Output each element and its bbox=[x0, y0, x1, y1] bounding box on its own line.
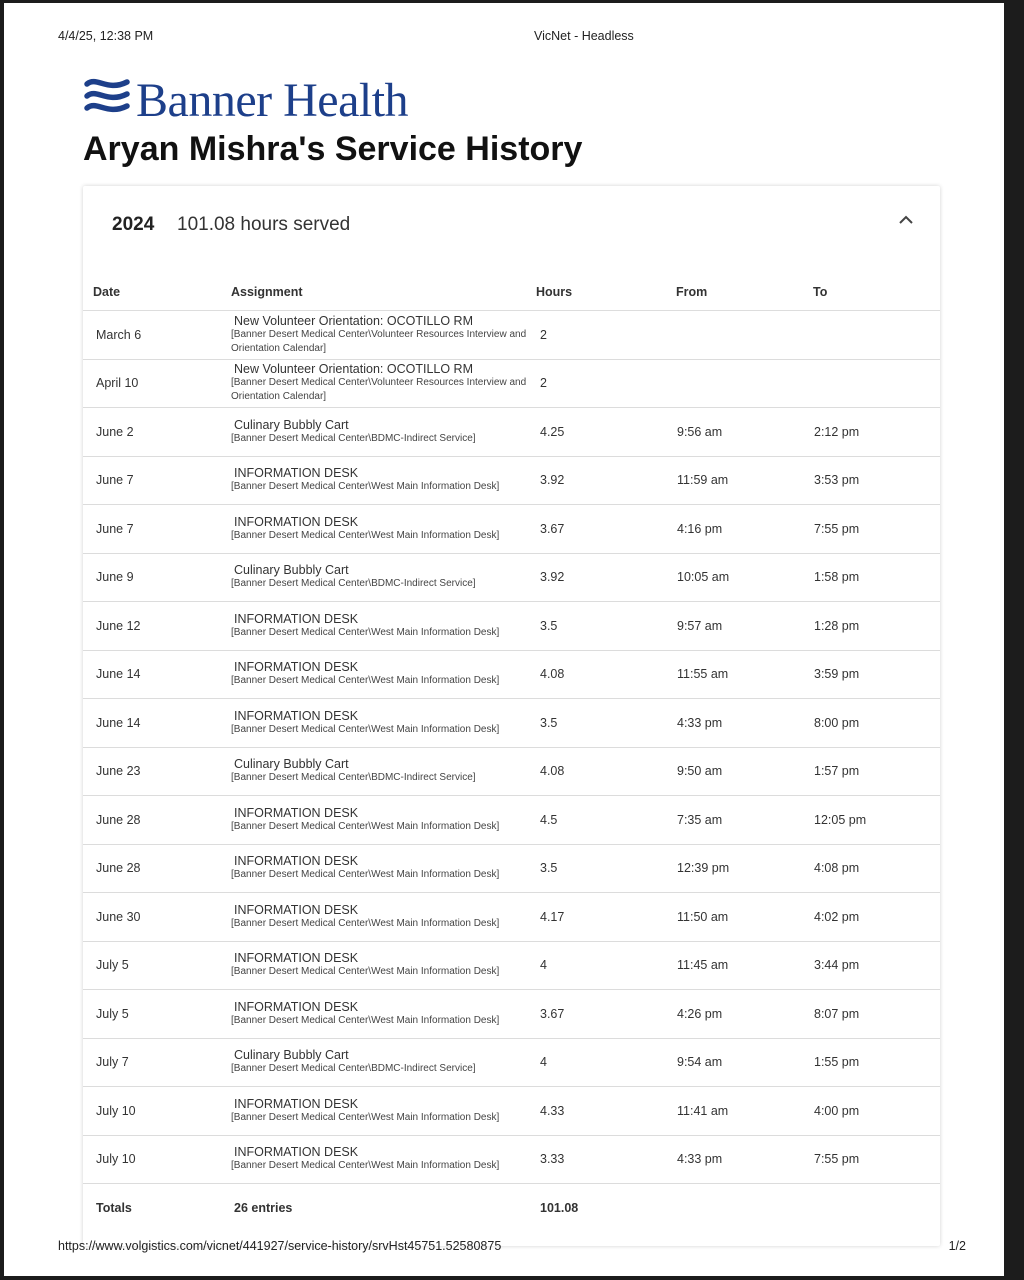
service-history-table bbox=[83, 274, 940, 1232]
assignment-location: [Banner Desert Medical Center\West Main Information Desk] bbox=[231, 723, 500, 735]
table-row bbox=[83, 990, 940, 1039]
row-hours: 4.25 bbox=[536, 408, 676, 457]
row-from: 4:33 pm bbox=[676, 1135, 813, 1184]
row-assignment bbox=[231, 893, 536, 942]
totals-entries: 26 entries bbox=[234, 1201, 293, 1215]
row-from: 4:33 pm bbox=[676, 699, 813, 748]
row-hours: 2 bbox=[536, 359, 676, 408]
row-to: 1:28 pm bbox=[813, 602, 940, 651]
col-header-from: From bbox=[676, 274, 813, 311]
assignment-name: INFORMATION DESK bbox=[234, 805, 359, 820]
assignment-name: Culinary Bubbly Cart bbox=[234, 1048, 349, 1063]
row-date: April 10 bbox=[83, 359, 231, 408]
row-date: June 28 bbox=[83, 844, 231, 893]
row-assignment bbox=[231, 650, 536, 699]
col-header-to: To bbox=[813, 274, 940, 311]
table-row bbox=[83, 311, 940, 360]
table-row bbox=[83, 650, 940, 699]
page-title: Aryan Mishra's Service History bbox=[83, 130, 583, 168]
assignment-name: INFORMATION DESK bbox=[234, 902, 359, 917]
row-to: 4:02 pm bbox=[813, 893, 940, 942]
row-to: 4:08 pm bbox=[813, 844, 940, 893]
row-assignment bbox=[231, 408, 536, 457]
row-assignment bbox=[231, 1038, 536, 1087]
row-hours: 3.5 bbox=[536, 602, 676, 651]
row-to: 2:12 pm bbox=[813, 408, 940, 457]
row-date: June 7 bbox=[83, 505, 231, 554]
table-row bbox=[83, 553, 940, 602]
totals-label: Totals bbox=[96, 1201, 132, 1215]
row-to bbox=[813, 359, 940, 408]
row-from: 11:55 am bbox=[676, 650, 813, 699]
assignment-location: [Banner Desert Medical Center\West Main Information Desk] bbox=[231, 869, 500, 881]
col-header-hours: Hours bbox=[536, 274, 676, 311]
row-hours: 4.33 bbox=[536, 1087, 676, 1136]
row-from: 9:54 am bbox=[676, 1038, 813, 1087]
assignment-name: New Volunteer Orientation: OCOTILLO RM bbox=[234, 313, 473, 328]
table-row bbox=[83, 699, 940, 748]
table-row bbox=[83, 456, 940, 505]
table-row bbox=[83, 602, 940, 651]
assignment-name: INFORMATION DESK bbox=[234, 660, 359, 675]
print-title: VicNet - Headless bbox=[534, 29, 634, 43]
row-assignment bbox=[231, 747, 536, 796]
assignment-name: INFORMATION DESK bbox=[234, 466, 359, 481]
row-hours: 4.08 bbox=[536, 747, 676, 796]
row-date: July 7 bbox=[83, 1038, 231, 1087]
totals-row bbox=[83, 1184, 940, 1233]
assignment-location: [Banner Desert Medical Center\West Main Information Desk] bbox=[231, 820, 500, 832]
row-to: 1:55 pm bbox=[813, 1038, 940, 1087]
row-hours: 3.67 bbox=[536, 505, 676, 554]
row-from bbox=[676, 311, 813, 360]
row-assignment bbox=[231, 1135, 536, 1184]
row-date: June 12 bbox=[83, 602, 231, 651]
row-from: 11:59 am bbox=[676, 456, 813, 505]
hours-served-label: 101.08 hours served bbox=[177, 214, 351, 235]
row-hours: 4 bbox=[536, 1038, 676, 1087]
row-to: 8:00 pm bbox=[813, 699, 940, 748]
row-to: 8:07 pm bbox=[813, 990, 940, 1039]
row-from: 11:50 am bbox=[676, 893, 813, 942]
assignment-name: INFORMATION DESK bbox=[234, 999, 359, 1014]
row-date: July 5 bbox=[83, 990, 231, 1039]
row-date: March 6 bbox=[83, 311, 231, 360]
col-header-assignment: Assignment bbox=[231, 274, 536, 311]
assignment-location: [Banner Desert Medical Center\West Main Information Desk] bbox=[231, 1014, 500, 1026]
print-date: 4/4/25, 12:38 PM bbox=[58, 29, 154, 43]
row-assignment bbox=[231, 796, 536, 845]
row-date: June 28 bbox=[83, 796, 231, 845]
row-assignment bbox=[231, 990, 536, 1039]
row-assignment bbox=[231, 311, 536, 360]
row-hours: 3.92 bbox=[536, 553, 676, 602]
assignment-name: INFORMATION DESK bbox=[234, 611, 359, 626]
row-date: June 14 bbox=[83, 650, 231, 699]
row-date: July 10 bbox=[83, 1135, 231, 1184]
row-assignment bbox=[231, 602, 536, 651]
row-date: June 9 bbox=[83, 553, 231, 602]
row-hours: 3.5 bbox=[536, 699, 676, 748]
table-row bbox=[83, 941, 940, 990]
print-header bbox=[58, 29, 950, 45]
row-to: 7:55 pm bbox=[813, 1135, 940, 1184]
row-to: 3:59 pm bbox=[813, 650, 940, 699]
row-from: 4:26 pm bbox=[676, 990, 813, 1039]
page-url: https://www.volgistics.com/vicnet/441927/service-history/srvHst45751.52580875 bbox=[58, 1239, 502, 1253]
assignment-name: INFORMATION DESK bbox=[234, 1096, 359, 1111]
table-row bbox=[83, 408, 940, 457]
row-assignment bbox=[231, 456, 536, 505]
row-to: 7:55 pm bbox=[813, 505, 940, 554]
row-to: 3:44 pm bbox=[813, 941, 940, 990]
row-assignment bbox=[231, 941, 536, 990]
assignment-location: [Banner Desert Medical Center\West Main Information Desk] bbox=[231, 1111, 500, 1123]
page-number: 1/2 bbox=[948, 1239, 966, 1253]
row-date: July 5 bbox=[83, 941, 231, 990]
table-row bbox=[83, 505, 940, 554]
row-from: 7:35 am bbox=[676, 796, 813, 845]
totals-from-empty bbox=[676, 1184, 813, 1233]
row-assignment bbox=[231, 699, 536, 748]
assignment-name: New Volunteer Orientation: OCOTILLO RM bbox=[234, 362, 473, 377]
assignment-location: [Banner Desert Medical Center\BDMC-Indirect Service] bbox=[231, 772, 476, 784]
row-date: June 23 bbox=[83, 747, 231, 796]
table-row bbox=[83, 1135, 940, 1184]
row-to: 1:57 pm bbox=[813, 747, 940, 796]
row-hours: 4.17 bbox=[536, 893, 676, 942]
assignment-location: [Banner Desert Medical Center\West Main Information Desk] bbox=[231, 626, 500, 638]
assignment-name: INFORMATION DESK bbox=[234, 1145, 359, 1160]
table-row bbox=[83, 1038, 940, 1087]
assignment-location: [Banner Desert Medical Center\BDMC-Indirect Service] bbox=[231, 578, 476, 590]
assignment-location: [Banner Desert Medical Center\West Main Information Desk] bbox=[231, 529, 500, 541]
row-assignment bbox=[231, 844, 536, 893]
row-from: 9:57 am bbox=[676, 602, 813, 651]
row-hours: 3.5 bbox=[536, 844, 676, 893]
row-from: 9:56 am bbox=[676, 408, 813, 457]
row-from: 9:50 am bbox=[676, 747, 813, 796]
assignment-location: [Banner Desert Medical Center\West Main Information Desk] bbox=[231, 917, 500, 929]
banner-waves-icon bbox=[84, 77, 130, 121]
row-assignment bbox=[231, 1087, 536, 1136]
totals-hours: 101.08 bbox=[540, 1201, 579, 1215]
row-assignment bbox=[231, 553, 536, 602]
row-to: 3:53 pm bbox=[813, 456, 940, 505]
row-hours: 4.08 bbox=[536, 650, 676, 699]
row-from: 10:05 am bbox=[676, 553, 813, 602]
row-to: 4:00 pm bbox=[813, 1087, 940, 1136]
row-hours: 3.33 bbox=[536, 1135, 676, 1184]
assignment-location: [Banner Desert Medical Center\BDMC-Indirect Service] bbox=[231, 1063, 476, 1075]
service-history-card bbox=[83, 186, 940, 1246]
assignment-location: [Banner Desert Medical Center\West Main Information Desk] bbox=[231, 675, 500, 687]
assignment-location: [Banner Desert Medical Center\Volunteer Resources Interview and Orientation Calendar] bbox=[231, 377, 527, 403]
row-assignment bbox=[231, 359, 536, 408]
table-row bbox=[83, 747, 940, 796]
assignment-name: Culinary Bubbly Cart bbox=[234, 757, 349, 772]
row-date: June 14 bbox=[83, 699, 231, 748]
col-header-date: Date bbox=[83, 274, 231, 311]
row-from: 11:45 am bbox=[676, 941, 813, 990]
chevron-up-icon[interactable] bbox=[898, 212, 914, 228]
row-assignment bbox=[231, 505, 536, 554]
row-to: 1:58 pm bbox=[813, 553, 940, 602]
assignment-name: INFORMATION DESK bbox=[234, 708, 359, 723]
assignment-location: [Banner Desert Medical Center\West Main Information Desk] bbox=[231, 481, 500, 493]
assignment-location: [Banner Desert Medical Center\West Main Information Desk] bbox=[231, 1160, 500, 1172]
row-to: 12:05 pm bbox=[813, 796, 940, 845]
row-hours: 2 bbox=[536, 311, 676, 360]
row-from: 12:39 pm bbox=[676, 844, 813, 893]
year-summary-header[interactable] bbox=[83, 186, 940, 266]
totals-to-empty bbox=[813, 1184, 940, 1233]
assignment-name: Culinary Bubbly Cart bbox=[234, 417, 349, 432]
table-row bbox=[83, 796, 940, 845]
year-label: 2024 bbox=[112, 214, 155, 235]
table-row bbox=[83, 1087, 940, 1136]
row-hours: 3.92 bbox=[536, 456, 676, 505]
row-date: July 10 bbox=[83, 1087, 231, 1136]
assignment-name: Culinary Bubbly Cart bbox=[234, 563, 349, 578]
row-date: June 2 bbox=[83, 408, 231, 457]
table-header-row bbox=[83, 274, 940, 311]
row-from: 11:41 am bbox=[676, 1087, 813, 1136]
row-from: 4:16 pm bbox=[676, 505, 813, 554]
row-hours: 4.5 bbox=[536, 796, 676, 845]
row-date: June 30 bbox=[83, 893, 231, 942]
row-date: June 7 bbox=[83, 456, 231, 505]
table-row bbox=[83, 359, 940, 408]
table-row bbox=[83, 893, 940, 942]
assignment-location: [Banner Desert Medical Center\BDMC-Indirect Service] bbox=[231, 432, 476, 444]
row-from bbox=[676, 359, 813, 408]
assignment-location: [Banner Desert Medical Center\West Main Information Desk] bbox=[231, 966, 500, 978]
printed-page bbox=[4, 3, 1004, 1276]
assignment-name: INFORMATION DESK bbox=[234, 854, 359, 869]
row-to bbox=[813, 311, 940, 360]
row-hours: 4 bbox=[536, 941, 676, 990]
row-hours: 3.67 bbox=[536, 990, 676, 1039]
assignment-location: [Banner Desert Medical Center\Volunteer Resources Interview and Orientation Calendar] bbox=[231, 328, 527, 354]
assignment-name: INFORMATION DESK bbox=[234, 514, 359, 529]
table-row bbox=[83, 844, 940, 893]
brand-name: Banner Health bbox=[136, 74, 409, 127]
assignment-name: INFORMATION DESK bbox=[234, 951, 359, 966]
